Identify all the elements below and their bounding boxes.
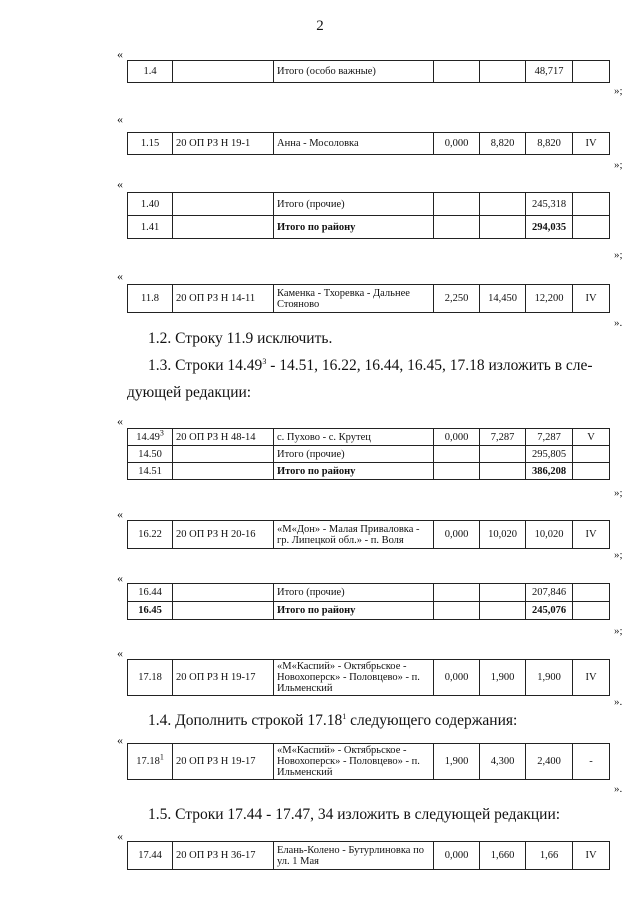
end-km-cell bbox=[480, 61, 526, 83]
table-row bbox=[128, 133, 610, 155]
code-cell: 20 ОП РЗ Н 36-17 bbox=[173, 842, 274, 870]
paragraph-1-3: 1.3. Строки 14.49$^3$ - 14.51, 16.22, 16.44, 16.45, 17.18 изложить в сле- bbox=[148, 356, 593, 374]
name-cell: Итого по району bbox=[274, 463, 434, 480]
close-quote: »; bbox=[614, 487, 623, 499]
code-cell: 20 ОП РЗ Н 19-17 bbox=[173, 660, 274, 696]
code-cell: 20 ОП РЗ Н 20-16 bbox=[173, 521, 274, 549]
length-km-cell: 294,035 bbox=[526, 216, 573, 239]
length-km-cell: 245,076 bbox=[526, 602, 573, 620]
end-km-cell bbox=[480, 216, 526, 239]
paragraph-1-3-line2: дующей редакции: bbox=[127, 384, 252, 401]
category-cell: IV bbox=[573, 660, 610, 696]
code-cell bbox=[173, 193, 274, 216]
row-number-cell: 16.44 bbox=[128, 584, 173, 602]
table-row bbox=[128, 429, 610, 446]
name-cell: «М«Дон» - Малая Приваловка - гр. Липецкой обл.» - п. Воля bbox=[274, 521, 434, 549]
start-km-cell bbox=[434, 446, 480, 463]
start-km-cell: 0,000 bbox=[434, 429, 480, 446]
close-quote: ». bbox=[614, 783, 623, 795]
category-cell bbox=[573, 193, 610, 216]
close-quote: ». bbox=[614, 317, 623, 329]
end-km-cell: 8,820 bbox=[480, 133, 526, 155]
row-number-cell: 17.18 bbox=[128, 660, 173, 696]
close-quote: »; bbox=[614, 85, 623, 97]
end-km-cell bbox=[480, 584, 526, 602]
start-km-cell bbox=[434, 584, 480, 602]
paragraph-1-5: 1.5. Строки 17.44 - 17.47, 34 изложить в следующей редакции: bbox=[148, 806, 561, 823]
table-row bbox=[128, 61, 610, 83]
end-km-cell: 14,450 bbox=[480, 285, 526, 313]
length-km-cell: 10,020 bbox=[526, 521, 573, 549]
category-cell: V bbox=[573, 429, 610, 446]
category-cell bbox=[573, 584, 610, 602]
close-quote: »; bbox=[614, 625, 623, 637]
length-km-cell: 7,287 bbox=[526, 429, 573, 446]
length-km-cell: 386,208 bbox=[526, 463, 573, 480]
length-km-cell: 1,66 bbox=[526, 842, 573, 870]
table-row bbox=[128, 584, 610, 602]
road-table-7 bbox=[127, 583, 610, 620]
category-cell: IV bbox=[573, 285, 610, 313]
close-quote: ». bbox=[614, 696, 623, 708]
end-km-cell: 10,020 bbox=[480, 521, 526, 549]
table-row bbox=[128, 285, 610, 313]
row-number-cell: 14.51 bbox=[128, 463, 173, 480]
close-quote: »; bbox=[614, 249, 623, 261]
category-cell bbox=[573, 446, 610, 463]
length-km-cell: 1,900 bbox=[526, 660, 573, 696]
end-km-cell bbox=[480, 193, 526, 216]
name-cell: Елань-Колено - Бутурлиновка по ул. 1 Мая bbox=[274, 842, 434, 870]
start-km-cell bbox=[434, 602, 480, 620]
name-cell: Анна - Мосоловка bbox=[274, 133, 434, 155]
open-quote: « bbox=[117, 733, 123, 747]
code-cell bbox=[173, 446, 274, 463]
category-cell bbox=[573, 602, 610, 620]
paragraph-1-4: 1.4. Дополнить строкой 17.18$^1$ следующего содержания: bbox=[148, 711, 518, 729]
start-km-cell bbox=[434, 463, 480, 480]
start-km-cell: 0,000 bbox=[434, 660, 480, 696]
category-cell bbox=[573, 61, 610, 83]
road-table-2 bbox=[127, 132, 610, 155]
row-number-cell: 17.44 bbox=[128, 842, 173, 870]
paragraph-1-2: 1.2. Строку 11.9 исключить. bbox=[148, 330, 333, 347]
name-cell: Итого по району bbox=[274, 602, 434, 620]
name-cell: «М«Каспий» - Октябрьское - Новохоперск» - Половцево» - п. Ильменский bbox=[274, 660, 434, 696]
table-row bbox=[128, 521, 610, 549]
code-cell bbox=[173, 216, 274, 239]
table-row bbox=[128, 660, 610, 696]
end-km-cell bbox=[480, 463, 526, 480]
open-quote: « bbox=[117, 829, 123, 843]
start-km-cell: 0,000 bbox=[434, 842, 480, 870]
code-cell: 20 ОП РЗ Н 19-1 bbox=[173, 133, 274, 155]
end-km-cell bbox=[480, 602, 526, 620]
name-cell: Итого (прочие) bbox=[274, 584, 434, 602]
length-km-cell: 12,200 bbox=[526, 285, 573, 313]
road-table-8 bbox=[127, 659, 610, 696]
category-cell: - bbox=[573, 744, 610, 780]
end-km-cell: 4,300 bbox=[480, 744, 526, 780]
close-quote: »; bbox=[614, 549, 623, 561]
category-cell: IV bbox=[573, 521, 610, 549]
name-cell: «М«Каспий» - Октябрьское - Новохоперск» - Половцево» - п. Ильменский bbox=[274, 744, 434, 780]
category-cell: IV bbox=[573, 133, 610, 155]
table-row bbox=[128, 744, 610, 780]
open-quote: « bbox=[117, 646, 123, 660]
code-cell bbox=[173, 61, 274, 83]
open-quote: « bbox=[117, 269, 123, 283]
table-row bbox=[128, 216, 610, 239]
length-km-cell: 2,400 bbox=[526, 744, 573, 780]
road-table-5 bbox=[127, 428, 610, 480]
road-table-3 bbox=[127, 192, 610, 239]
row-number-cell: 14.49$^3$ bbox=[128, 429, 173, 446]
row-number-cell: 1.15 bbox=[128, 133, 173, 155]
name-cell: Каменка - Тхоревка - Дальнее Стояново bbox=[274, 285, 434, 313]
code-cell: 20 ОП РЗ Н 14-11 bbox=[173, 285, 274, 313]
length-km-cell: 245,318 bbox=[526, 193, 573, 216]
open-quote: « bbox=[117, 177, 123, 191]
code-cell: 20 ОП РЗ Н 19-17 bbox=[173, 744, 274, 780]
open-quote: « bbox=[117, 507, 123, 521]
open-quote: « bbox=[117, 47, 123, 61]
row-number-cell: 1.4 bbox=[128, 61, 173, 83]
row-number-cell: 11.8 bbox=[128, 285, 173, 313]
code-cell bbox=[173, 463, 274, 480]
row-number-cell: 1.40 bbox=[128, 193, 173, 216]
name-cell: с. Пухово - с. Крутец bbox=[274, 429, 434, 446]
code-cell: 20 ОП РЗ Н 48-14 bbox=[173, 429, 274, 446]
name-cell: Итого (особо важные) bbox=[274, 61, 434, 83]
road-table-10 bbox=[127, 841, 610, 870]
start-km-cell: 2,250 bbox=[434, 285, 480, 313]
start-km-cell bbox=[434, 61, 480, 83]
end-km-cell bbox=[480, 446, 526, 463]
table-row bbox=[128, 446, 610, 463]
end-km-cell: 1,900 bbox=[480, 660, 526, 696]
category-cell: IV bbox=[573, 842, 610, 870]
category-cell bbox=[573, 216, 610, 239]
road-table-9 bbox=[127, 743, 610, 780]
road-table-6 bbox=[127, 520, 610, 549]
code-cell bbox=[173, 602, 274, 620]
length-km-cell: 295,805 bbox=[526, 446, 573, 463]
open-quote: « bbox=[117, 112, 123, 126]
start-km-cell: 1,900 bbox=[434, 744, 480, 780]
open-quote: « bbox=[117, 571, 123, 585]
end-km-cell: 1,660 bbox=[480, 842, 526, 870]
name-cell: Итого по району bbox=[274, 216, 434, 239]
close-quote: »; bbox=[614, 159, 623, 171]
open-quote: « bbox=[117, 414, 123, 428]
page-number: 2 bbox=[316, 18, 324, 34]
table-row bbox=[128, 463, 610, 480]
table-row bbox=[128, 842, 610, 870]
start-km-cell bbox=[434, 193, 480, 216]
row-number-cell: 17.18$^1$ bbox=[128, 744, 173, 780]
row-number-cell: 16.22 bbox=[128, 521, 173, 549]
category-cell bbox=[573, 463, 610, 480]
row-number-cell: 1.41 bbox=[128, 216, 173, 239]
start-km-cell: 0,000 bbox=[434, 133, 480, 155]
start-km-cell: 0,000 bbox=[434, 521, 480, 549]
code-cell bbox=[173, 584, 274, 602]
length-km-cell: 207,846 bbox=[526, 584, 573, 602]
road-table-4 bbox=[127, 284, 610, 313]
table-row bbox=[128, 602, 610, 620]
end-km-cell: 7,287 bbox=[480, 429, 526, 446]
length-km-cell: 8,820 bbox=[526, 133, 573, 155]
start-km-cell bbox=[434, 216, 480, 239]
name-cell: Итого (прочие) bbox=[274, 193, 434, 216]
row-number-cell: 16.45 bbox=[128, 602, 173, 620]
row-number-cell: 14.50 bbox=[128, 446, 173, 463]
length-km-cell: 48,717 bbox=[526, 61, 573, 83]
table-row bbox=[128, 193, 610, 216]
road-table-1 bbox=[127, 60, 610, 83]
name-cell: Итого (прочие) bbox=[274, 446, 434, 463]
